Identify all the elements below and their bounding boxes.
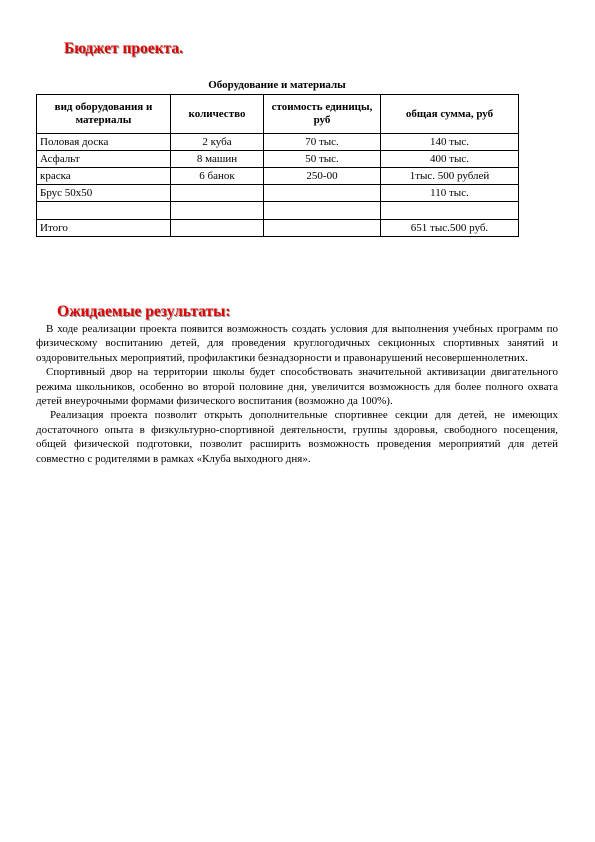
results-paragraph: Реализация проекта позволит открыть дополнительные спортивнее секции для детей, не имеющих достаточного опыта в физкультурно-спортивной деятельности, группы здоровья, свободного посещения, общей физической подготовки, позволит расширить возможность проведения мероприятий для детей совместно с родителями в рамках «Клуба выходного дня». xyxy=(36,409,558,465)
cell-quantity xyxy=(171,185,264,202)
cell-quantity xyxy=(171,220,264,237)
cell-unit-cost: 70 тыс. xyxy=(264,134,381,151)
cell-quantity: 6 банок xyxy=(171,168,264,185)
table-row xyxy=(37,185,519,202)
budget-title: Бюджет проекта. xyxy=(64,40,183,57)
cell-total: 140 тыс. xyxy=(381,134,519,151)
cell-unit-cost xyxy=(264,185,381,202)
header-quantity: количество xyxy=(171,95,264,134)
cell-total: 110 тыс. xyxy=(381,185,519,202)
cell-unit-cost xyxy=(264,220,381,237)
cell-item: Итого xyxy=(37,220,171,237)
cell-total: 1тыс. 500 рублей xyxy=(381,168,519,185)
cell-item xyxy=(37,202,171,220)
header-unit-cost: стоимость единицы, руб xyxy=(264,95,381,134)
cell-total xyxy=(381,202,519,220)
table-header-row xyxy=(37,95,519,134)
table-caption: Оборудование и материалы xyxy=(208,79,346,91)
table-row xyxy=(37,134,519,151)
cell-item: Половая доска xyxy=(37,134,171,151)
table-row xyxy=(37,151,519,168)
cell-item: Асфальт xyxy=(37,151,171,168)
header-item-type: вид оборудования и материалы xyxy=(37,95,171,134)
results-body xyxy=(36,322,558,466)
cell-quantity: 8 машин xyxy=(171,151,264,168)
cell-unit-cost: 50 тыс. xyxy=(264,151,381,168)
cell-unit-cost: 250-00 xyxy=(264,168,381,185)
table-row-empty xyxy=(37,202,519,220)
table-row-total xyxy=(37,220,519,237)
cell-item: Брус 50х50 xyxy=(37,185,171,202)
cell-item: краска xyxy=(37,168,171,185)
results-paragraph: Спортивный двор на территории школы будет способствовать значительной активизации двигательного режима школьников, особенно во второй половине дня, увеличится возможность для более полного охвата детей внеурочными формами физического воспитания (возможно да 100%). xyxy=(36,366,558,408)
header-total-sum: общая сумма, руб xyxy=(381,95,519,134)
table-row xyxy=(37,168,519,185)
cell-total: 400 тыс. xyxy=(381,151,519,168)
cell-unit-cost xyxy=(264,202,381,220)
cell-quantity xyxy=(171,202,264,220)
results-paragraph: В ходе реализации проекта появится возможность создать условия для выполнения учебных программ по физическому воспитанию детей, для проведения круглогодичных секционных спортивных занятий и оздоровительных мероприятий, профилактики безнадзорности и правонарушений несовершеннолетних. xyxy=(36,323,558,364)
cell-total: 651 тыс.500 руб. xyxy=(381,220,519,237)
cell-quantity: 2 куба xyxy=(171,134,264,151)
budget-table xyxy=(36,94,519,237)
results-title: Ожидаемые результаты: xyxy=(57,303,231,320)
